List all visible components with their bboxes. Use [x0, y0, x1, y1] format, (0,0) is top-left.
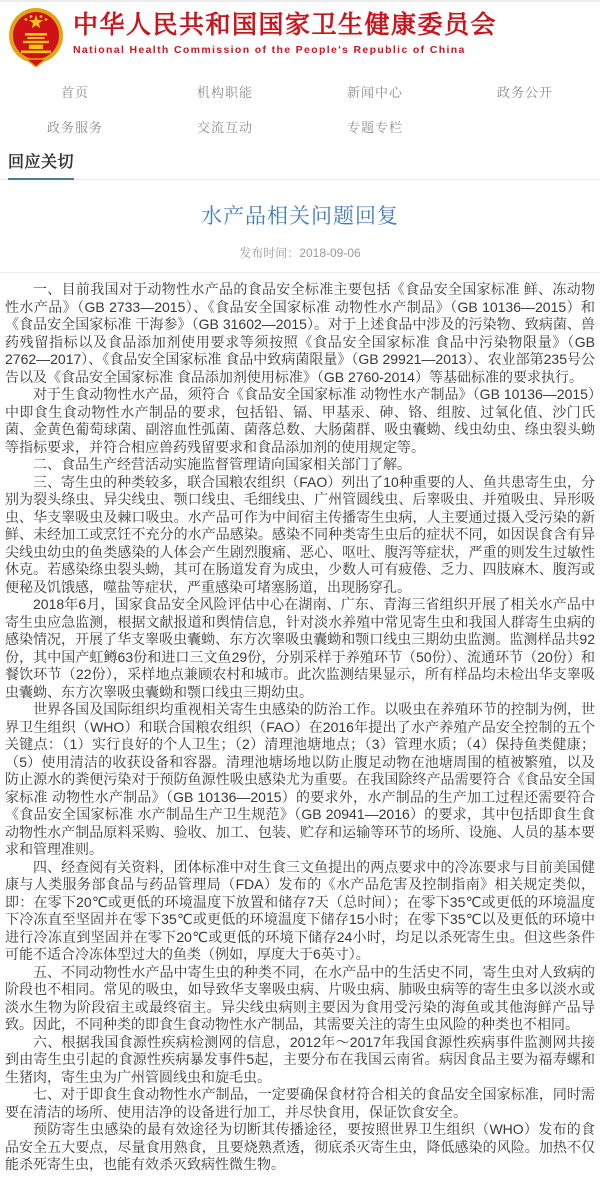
site-title-chinese: 中华人民共和国国家卫生健康委员会 [73, 11, 498, 39]
publish-date-value: 2018-09-06 [299, 246, 361, 261]
article-paragraph: 七、对于即食生食动物性水产制品，一定要确保食材符合相关的食品安全国家标准，同时需要在清洁的场所、使用洁净的设备进行加工，并尽快食用，保证饮食安全。 [5, 1086, 595, 1120]
nav-item[interactable]: 交流互动 [196, 120, 253, 135]
article-body [0, 273, 600, 1186]
article-title: 水产品相关问题回复 [201, 205, 399, 228]
article-paragraph: 六、根据我国食源性疾病检测网的信息，2012年～2017年我国食源性疾病事件监测网共接到由寄生虫引起的食源性疾病暴发事件5起，主要分布在我国云南省。病因食品主要为福寿螺和生猪肉，寄生虫为广州管圆线虫和旋毛虫。 [5, 1033, 595, 1085]
nav-row-1 [0, 74, 600, 109]
nav-item[interactable]: 机构职能 [196, 85, 253, 100]
article-paragraph: 二、食品生产经营活动实施监督管理请向国家相关部门了解。 [33, 456, 411, 473]
publish-date-line [0, 244, 600, 273]
nav-item[interactable]: 新闻中心 [346, 85, 403, 100]
section-title-responses[interactable]: 回应关切 [8, 149, 74, 180]
article-paragraph: 一、目前我国对于动物性水产品的食品安全标准主要包括《食品安全国家标准 鲜、冻动物性水产品》（GB 2733—2015）、《食品安全国家标准 动物性水产制品》（GB 10136—2015）和《食品安全国家标准 干海参》（GB 31602—2015）。对于上述食品中涉及的污染物、致病菌、兽药残留指标以及食品添加剂使用要求等须按照《食品安全国家标准 食品中污染物限量》（GB 2762—2017）、《食品安全国家标准 食品中致病菌限量》（GB 29921—2013）、农业部第235号公告以及《食品安全国家标准 食品添加剂使用标准》（GB 2760-2014）等基础标准的要求执行。 [5, 281, 595, 385]
article-paragraph: 预防寄生虫感染的最有效途径为切断其传播途径，要按照世界卫生组织（WHO）发布的食品安全五大要点，尽量食用熟食，且要烧熟煮透，彻底杀灭寄生虫，降低感染的风险。加热不仅能杀死寄生虫，也能有效杀灭致病性微生物。 [5, 1121, 595, 1173]
nav-item[interactable]: 专题专栏 [346, 120, 403, 135]
main-navigation [0, 74, 600, 144]
site-title-block [73, 7, 497, 56]
nav-row-2 [0, 109, 600, 144]
nav-item[interactable]: 首页 [60, 85, 89, 100]
article-paragraph: 五、不同动物性水产品中寄生虫的种类不同，在水产品中的生活史不同，寄生虫对人致病的阶段也不相同。常见的吸虫，如导致华支睾吸虫病、片吸虫病、肺吸虫病等的寄生虫多以淡水或淡水生物为阶段宿主或最终宿主。异尖线虫病则主要因为食用受污染的海鱼或其他海鲜产品导致。因此，不同种类的即食生食动物性水产制品，其需要关注的寄生虫风险的种类也不相同。 [5, 963, 595, 1033]
article-paragraph: 三、寄生虫的种类较多，联合国粮农组织（FAO）列出了10种重要的人、鱼共患寄生虫，分别为裂头绦虫、异尖线虫、颚口线虫、毛细线虫、广州管圆线虫、后睾吸虫、并殖吸虫、异形吸虫、华支睾吸虫及棘口吸虫。水产品可作为中间宿主传播寄生虫病，人主要通过摄入受污染的新鲜、未经加工或烹饪不充分的水产品感染。感染不同种类寄生虫后的症状不同，如因误食含有异尖线虫幼虫的鱼类感染的人体会产生剧烈腹痛、恶心、呕吐、腹泻等症状，严重的则发生过敏性休克。若感染绦虫裂头蚴，其可在肠道发育为成虫，少数人可有疲倦、乏力、四肢麻木、腹泻或便秘及饥饿感，噬盐等症状，严重感染可堵塞肠道，出现肠穿孔。 [5, 473, 595, 595]
article-paragraph: 世界各国及国际组织均重视相关寄生虫感染的防治工作。以吸虫在养殖环节的控制为例，世界卫生组织（WHO）和联合国粮农组织（FAO）在2016年提出了水产养殖产品安全控制的五个关键点：（1）实行良好的个人卫生；（2）清理池塘地点；（3）管理水质；（4）保持鱼类健康；（5）使用清洁的收获设备和容器。清理池塘场地以防止腹足动物在池塘周围的植被繁殖，以及防止源水的粪便污染对于预防鱼源性吸虫感染尤为重要。在我国除终产品需要符合《食品安全国家标准 动物性水产制品》（GB 10136—2015）的要求外，水产制品的生产加工过程还需要符合《食品安全国家标准 水产制品生产卫生规范》（GB 20941—2016）的要求，其中包括即食生食动物性水产制品原料采购、验收、加工、包装、贮存和运输等环节的场所、设施、人员的基本要求和管理准则。 [5, 701, 595, 858]
site-title-english: National Health Commission of the People's Republic of China [73, 43, 466, 56]
article-paragraph: 2018年6月，国家食品安全风险评估中心在湖南、广东、青海三省组织开展了相关水产品中寄生虫应急监测，根据文献报道和舆情信息，针对淡水养殖中常见寄生虫和我国人群寄生虫病的感染情况，开展了华支睾吸虫囊蚴、东方次睾吸虫囊蚴和颚口线虫三期幼虫监测。监测样品共92份，其中国产虹鳟63份和进口三文鱼29份，分别采样于养殖环节（50份）、流通环节（20份）和餐饮环节（22份），采样地点兼顾农村和城市。此次监测结果显示，所有样品均未检出华支睾吸虫囊蚴、东方次睾吸虫囊蚴和颚口线虫三期幼虫。 [5, 596, 595, 700]
section-bar [0, 149, 600, 180]
publish-date-label: 发布时间： [239, 246, 300, 261]
nav-item[interactable] [450, 109, 600, 144]
china-national-emblem-icon [8, 7, 64, 67]
site-header [0, 2, 600, 70]
nav-item[interactable]: 政务服务 [46, 120, 103, 135]
article-paragraph: 四、经查阅有关资料，团体标准中对生食三文鱼提出的两点要求中的冷冻要求与目前美国健康与人类服务部食品与药品管理局（FDA）发布的《水产品危害及控制指南》相关规定类似，即：在零下20℃或更低的环境温度下放置和储存7天（总时间）；在零下35℃或更低的环境温度下冷冻直至坚固并在零下35℃或更低的环境温度下储存15小时；在零下35℃以及更低的环境中进行冷冻直到坚固并在零下20℃或更低的环境下储存24小时，均足以杀死寄生虫。但这些条件可能不适合冷冻体型过大的鱼类（例如，厚度大于6英寸）。 [5, 858, 595, 963]
nav-item[interactable]: 政务公开 [496, 85, 553, 100]
article-paragraph: 对于生食动物性水产品，须符合《食品安全国家标准 动物性水产制品》（GB 10136—2015）中即食生食动物性水产制品的要求，包括铅、镉、甲基汞、砷、铬、组胺、过氧化值、沙门氏菌、金黄色葡萄球菌、副溶血性弧菌、菌落总数、大肠菌群、吸虫囊蚴、线虫幼虫、绦虫裂头蚴等指标要求，并符合相应兽药残留要求和食品添加剂的使用规定等。 [5, 386, 595, 455]
article [0, 200, 600, 1186]
